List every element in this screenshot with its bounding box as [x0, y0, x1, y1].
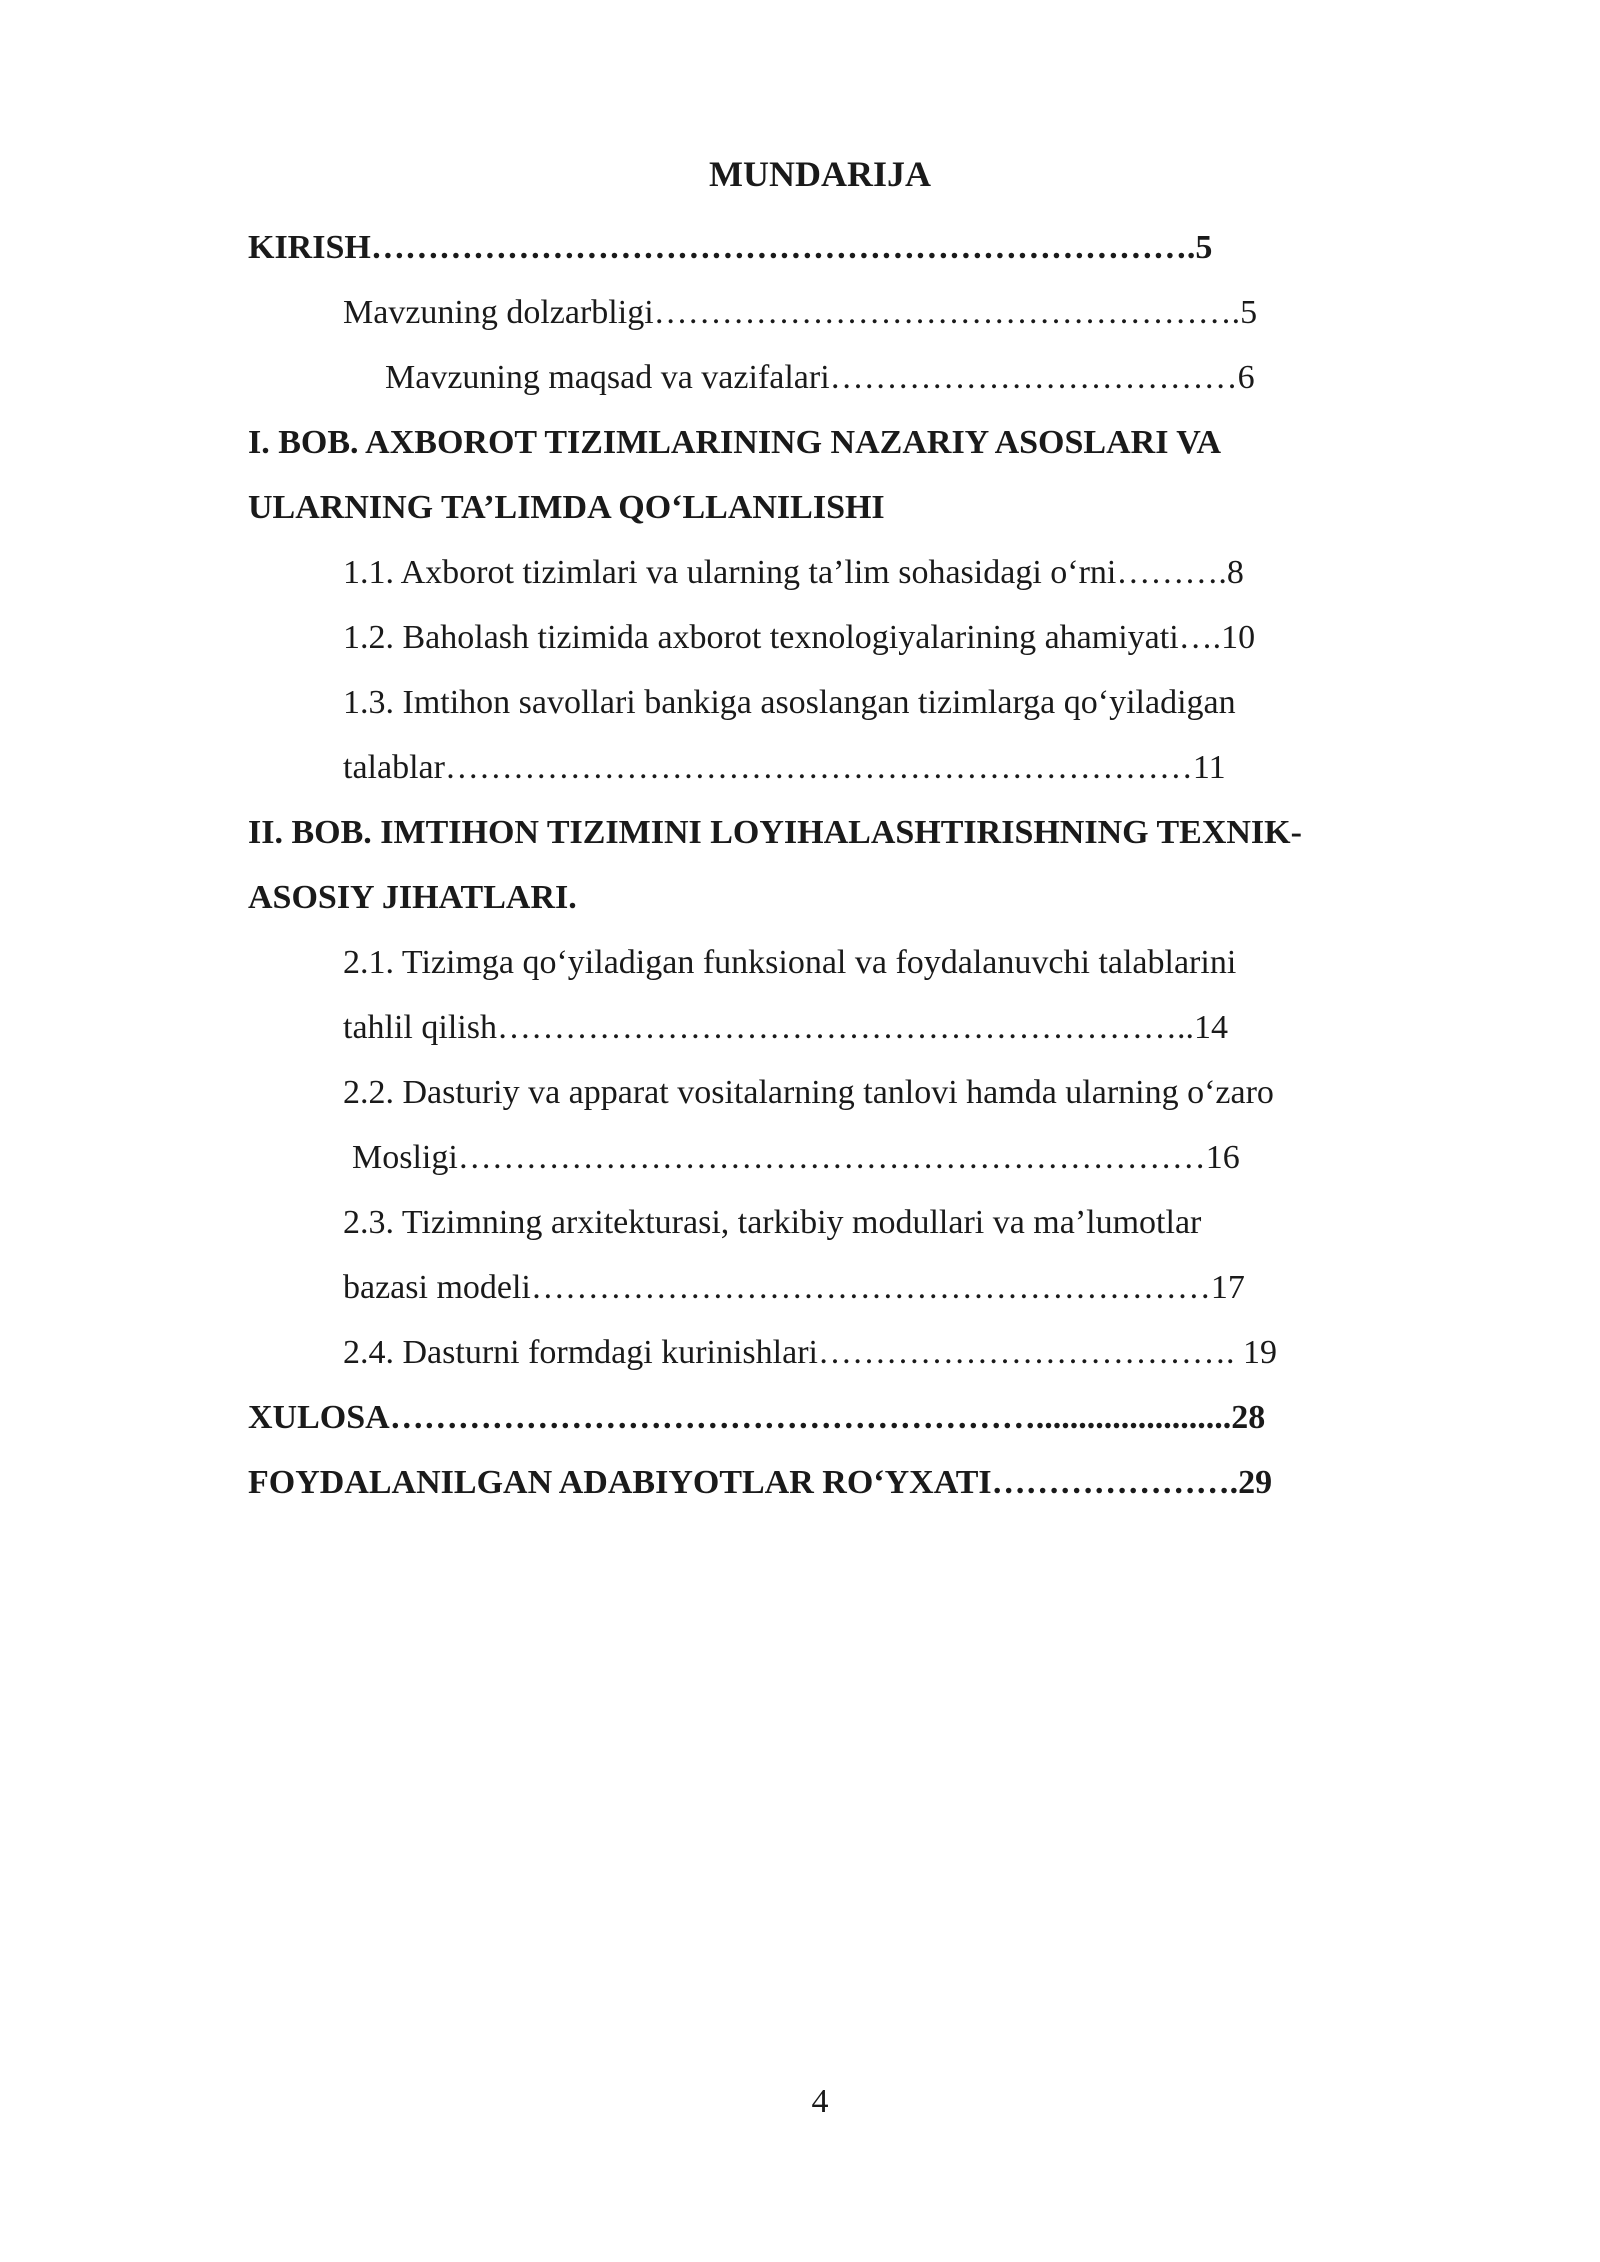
toc-line: 1.2. Baholash tizimida axborot texnologiyalarining ahamiyati….10 [343, 619, 1256, 656]
toc-line: II. BOB. IMTIHON TIZIMINI LOYIHALASHTIRISHNING TEXNIK- [248, 814, 1302, 851]
toc-line: 2.2. Dasturiy va apparat vositalarning tanlovi hamda ularning o‘zaro [343, 1074, 1274, 1111]
toc-line: 1.3. Imtihon savollari bankiga asoslangan tizimlarga qo‘yiladigan [343, 684, 1236, 721]
page-number: 4 [811, 2083, 829, 2120]
page-title: MUNDARIJA [709, 154, 931, 194]
toc-line: XULOSA………………………………………………….......................28 [248, 1399, 1266, 1436]
toc-line: Mavzuning maqsad va vazifalari………………………………6 [385, 359, 1255, 396]
toc-line: 1.1. Axborot tizimlari va ularning ta’lim sohasidagi o‘rni……….8 [343, 554, 1244, 591]
toc-line: FOYDALANILGAN ADABIYOTLAR RO‘YXATI………………….29 [248, 1464, 1273, 1501]
table-of-contents [248, 215, 1428, 1515]
toc-line: Mosligi…………………………………………………………16 [352, 1139, 1240, 1176]
toc-line: Mavzuning dolzarbligi…………………………………………….5 [343, 294, 1258, 331]
toc-line: tahlil qilish……………………………………………………..14 [343, 1009, 1228, 1046]
toc-line: talablar…………………………………………………………11 [343, 749, 1226, 786]
toc-line: ULARNING TA’LIMDA QO‘LLANILISHI [248, 489, 885, 526]
toc-line: I. BOB. AXBOROT TIZIMLARINING NAZARIY ASOSLARI VA [248, 424, 1222, 461]
toc-line: 2.3. Tizimning arxitekturasi, tarkibiy modullari va ma’lumotlar [343, 1204, 1202, 1241]
toc-line: KIRISH……………………………………………………………….5 [248, 229, 1213, 266]
toc-line: bazasi modeli……………………………………………………17 [343, 1269, 1245, 1306]
toc-line: ASOSIY JIHATLARI. [248, 879, 577, 916]
toc-line: 2.4. Dasturni formdagi kurinishlari………………………………. 19 [343, 1334, 1277, 1371]
toc-line: 2.1. Tizimga qo‘yiladigan funksional va foydalanuvchi talablarini [343, 944, 1237, 981]
